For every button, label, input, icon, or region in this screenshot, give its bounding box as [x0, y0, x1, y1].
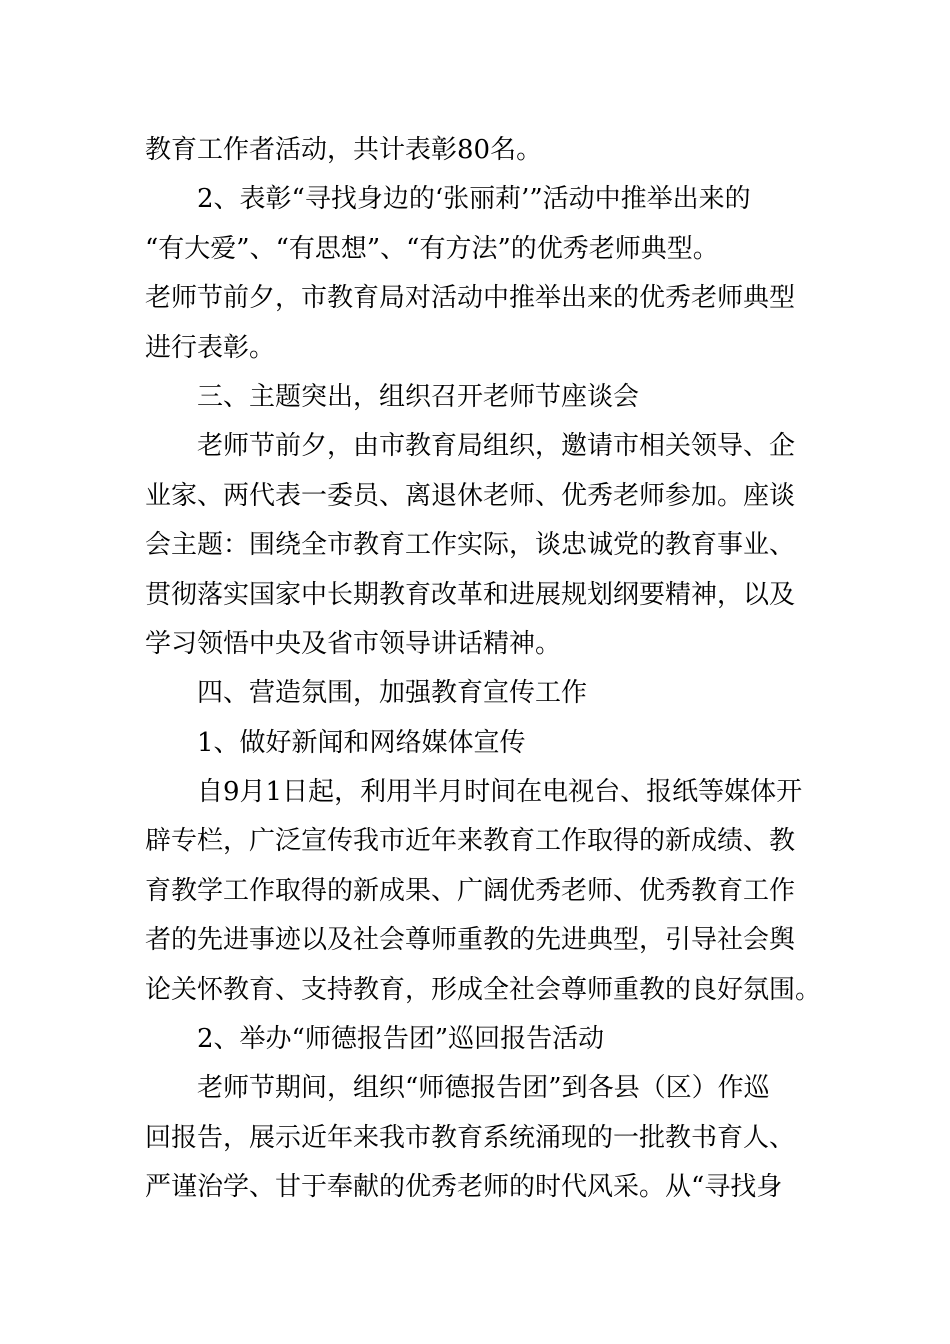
text-line: 贯彻落实国家中长期教育改革和进展规划纲要精神，以及	[145, 579, 796, 610]
text-line: 2、表彰“寻找身边的‘张丽莉’”活动中推举出来的	[197, 184, 751, 215]
text-line: 老师节前夕，市教育局对活动中推举出来的优秀老师典型	[145, 283, 796, 314]
subsection-heading: 1、做好新闻和网络媒体宣传	[197, 727, 526, 758]
text-line: 论关怀教育、支持教育，形成全社会尊师重教的良好氛围。	[145, 974, 822, 1005]
text-line: 老师节前夕，由市教育局组织，邀请市相关领导、企	[197, 431, 796, 462]
text-line: 辟专栏，广泛宣传我市近年来教育工作取得的新成绩、教	[145, 826, 796, 857]
section-heading: 三、主题突出，组织召开老师节座谈会	[197, 381, 640, 412]
text-line: 进行表彰。	[145, 332, 276, 363]
text-line: 者的先进事迹以及社会尊师重教的先进典型，引导社会舆	[145, 925, 796, 956]
text-line: “有大爱”、“有思想”、“有方法”的优秀老师典型。	[145, 233, 719, 264]
text-line: 回报告，展示近年来我市教育系统涌现的一批教书育人、	[145, 1122, 796, 1153]
text-line: 学习领悟中央及省市领导讲话精神。	[145, 628, 562, 659]
text-line: 自9月1日起，利用半月时间在电视台、报纸等媒体开	[197, 777, 803, 808]
text-line: 业家、两代表一委员、离退休老师、优秀老师参加。座谈	[145, 480, 796, 511]
text-line: 教育工作者活动，共计表彰80名。	[145, 135, 543, 165]
text-line: 严谨治学、甘于奉献的优秀老师的时代风采。从“寻找身	[145, 1172, 783, 1203]
document-body	[145, 126, 822, 1213]
text-line: 老师节期间，组织“师德报告团”到各县（区）作巡	[197, 1073, 770, 1104]
text-line: 会主题：围绕全市教育工作实际，谈忠诚党的教育事业、	[145, 530, 796, 561]
subsection-heading: 2、举办“师德报告团”巡回报告活动	[197, 1024, 605, 1055]
section-heading: 四、营造氛围，加强教育宣传工作	[197, 678, 588, 709]
text-line: 育教学工作取得的新成果、广阔优秀老师、优秀教育工作	[145, 875, 796, 906]
